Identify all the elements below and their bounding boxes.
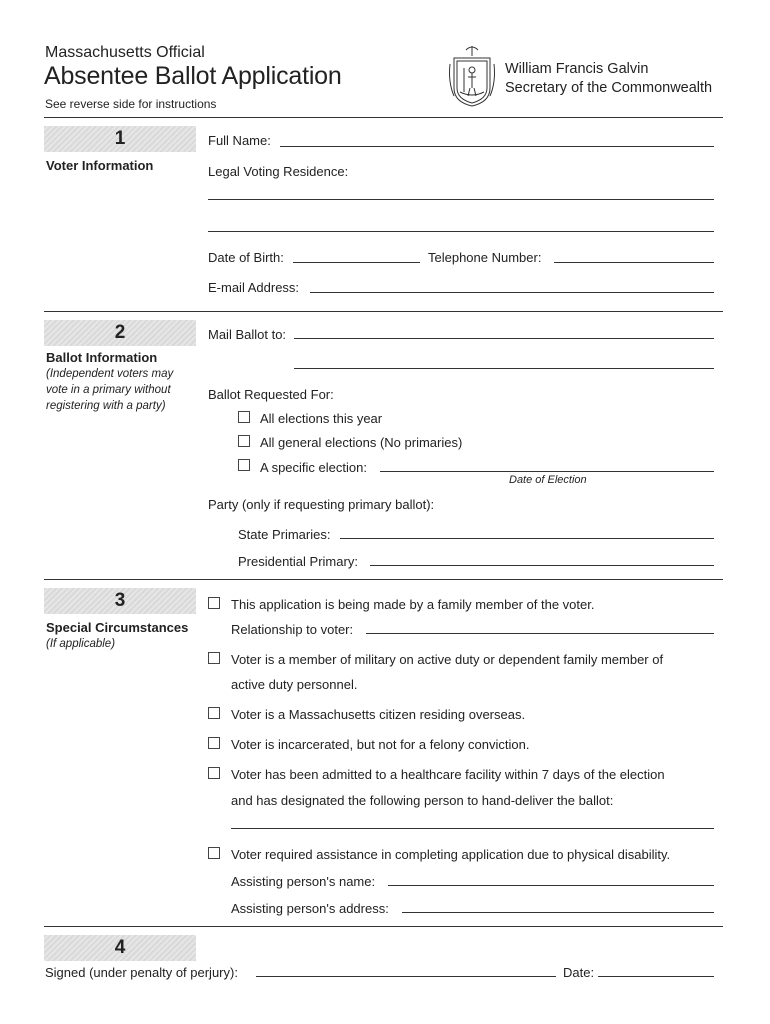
relationship-label: Relationship to voter: xyxy=(231,622,354,637)
ballot-requested-label: Ballot Requested For: xyxy=(208,387,334,402)
assisting-name-label: Assisting person's name: xyxy=(231,874,376,889)
assisting-address-input[interactable] xyxy=(402,912,714,913)
residence-input-line-2[interactable] xyxy=(208,231,714,232)
phone-label: Telephone Number: xyxy=(428,250,542,265)
section-3-title: Special Circumstances xyxy=(46,620,189,635)
checkbox-assistance[interactable] xyxy=(208,847,220,859)
email-input[interactable] xyxy=(310,292,714,293)
section-4-number: 4 xyxy=(44,935,196,961)
section-3-note: (If applicable) xyxy=(46,638,116,650)
military-label-line-2: active duty personnel. xyxy=(231,677,358,692)
signature-input[interactable] xyxy=(256,976,556,977)
instructions-note: See reverse side for instructions xyxy=(45,97,217,111)
state-primaries-label: State Primaries: xyxy=(238,527,331,542)
checkbox-specific-election[interactable] xyxy=(238,459,250,471)
option-general-elections-label: All general elections (No primaries) xyxy=(260,435,463,450)
dob-input[interactable] xyxy=(293,262,420,263)
form-title: Absentee Ballot Application xyxy=(44,62,342,90)
mail-ballot-label: Mail Ballot to: xyxy=(208,327,287,342)
residence-label: Legal Voting Residence: xyxy=(208,164,349,179)
incarcerated-label: Voter is incarcerated, but not for a felony conviction. xyxy=(231,737,530,752)
presidential-primary-input[interactable] xyxy=(370,565,714,566)
state-line: Massachusetts Official xyxy=(45,44,205,61)
section-1-number: 1 xyxy=(44,126,196,152)
official-name: William Francis Galvin xyxy=(505,61,649,77)
massachusetts-seal-icon xyxy=(446,42,498,108)
relationship-input[interactable] xyxy=(366,633,714,634)
family-member-label: This application is being made by a family member of the voter. xyxy=(231,597,595,612)
section-1-title: Voter Information xyxy=(46,158,154,173)
checkbox-all-elections[interactable] xyxy=(238,411,250,423)
healthcare-label-line-1: Voter has been admitted to a healthcare facility within 7 days of the election xyxy=(231,767,665,782)
checkbox-general-elections[interactable] xyxy=(238,435,250,447)
checkbox-overseas[interactable] xyxy=(208,707,220,719)
option-all-elections-label: All elections this year xyxy=(260,411,383,426)
section-2-number: 2 xyxy=(44,320,196,346)
official-title: Secretary of the Commonwealth xyxy=(505,80,713,96)
checkbox-military[interactable] xyxy=(208,652,220,664)
divider xyxy=(44,926,723,927)
dob-label: Date of Birth: xyxy=(208,250,284,265)
checkbox-incarcerated[interactable] xyxy=(208,737,220,749)
state-primaries-input[interactable] xyxy=(340,538,714,539)
designated-person-input[interactable] xyxy=(231,828,714,829)
assistance-label: Voter required assistance in completing application due to physical disability. xyxy=(231,847,671,862)
military-label-line-1: Voter is a member of military on active duty or dependent family member of xyxy=(231,652,664,667)
assisting-name-input[interactable] xyxy=(388,885,714,886)
mail-ballot-input-line-1[interactable] xyxy=(294,338,714,339)
phone-input[interactable] xyxy=(554,262,714,263)
residence-input-line-1[interactable] xyxy=(208,199,714,200)
checkbox-healthcare[interactable] xyxy=(208,767,220,779)
section-2-title: Ballot Information xyxy=(46,350,158,365)
specific-election-date-input[interactable] xyxy=(380,471,714,472)
full-name-input[interactable] xyxy=(280,146,714,147)
email-label: E-mail Address: xyxy=(208,280,300,295)
presidential-primary-label: Presidential Primary: xyxy=(238,554,358,569)
overseas-label: Voter is a Massachusetts citizen residing overseas. xyxy=(231,707,526,722)
divider xyxy=(44,117,723,118)
assisting-address-label: Assisting person's address: xyxy=(231,901,389,916)
option-specific-election-label: A specific election: xyxy=(260,460,367,475)
divider xyxy=(44,579,723,580)
signature-label: Signed (under penalty of perjury): xyxy=(45,965,238,980)
full-name-label: Full Name: xyxy=(208,133,271,148)
checkbox-family-member[interactable] xyxy=(208,597,220,609)
mail-ballot-input-line-2[interactable] xyxy=(294,368,714,369)
healthcare-label-line-2: and has designated the following person to hand-deliver the ballot: xyxy=(231,793,614,808)
date-of-election-caption: Date of Election xyxy=(509,474,587,486)
date-input[interactable] xyxy=(598,976,714,977)
date-label: Date: xyxy=(563,965,595,980)
party-label: Party (only if requesting primary ballot): xyxy=(208,497,435,512)
section-2-note: (Independent voters may vote in a primary without registering with a party) xyxy=(46,368,174,412)
section-3-number: 3 xyxy=(44,588,196,614)
divider xyxy=(44,311,723,312)
